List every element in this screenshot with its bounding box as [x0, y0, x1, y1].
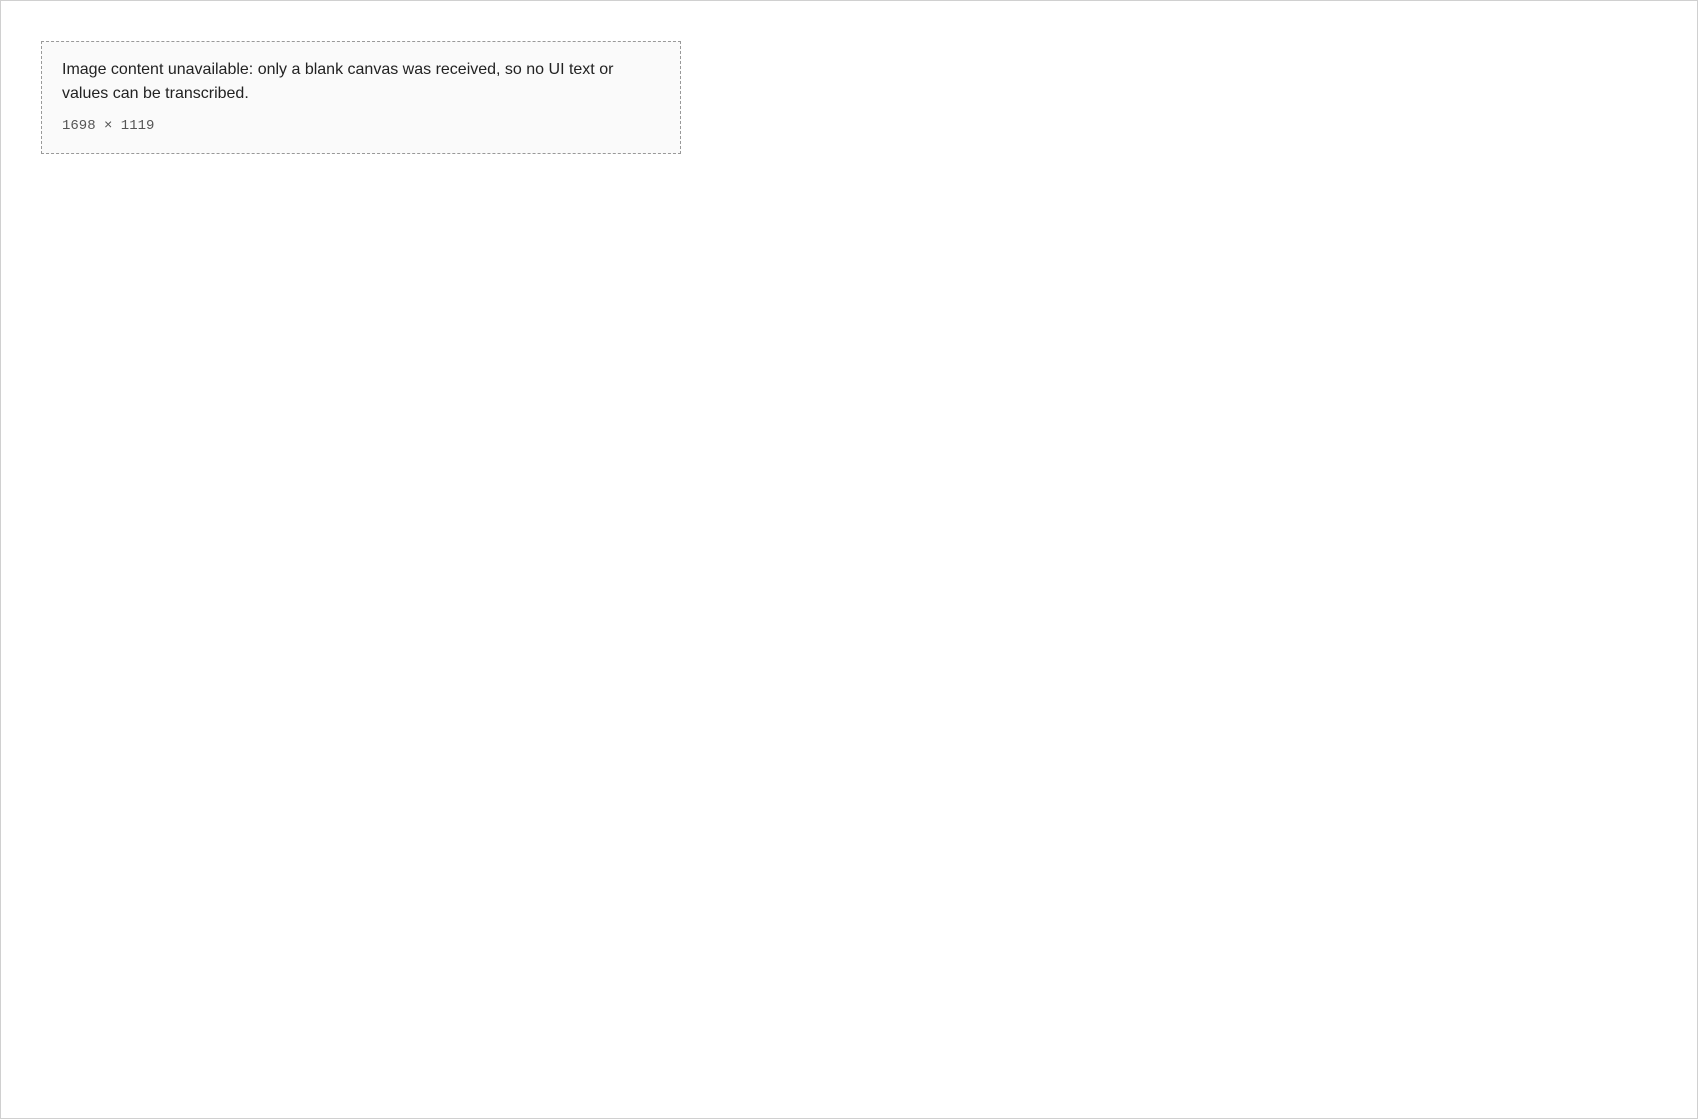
canvas-dimensions: 1698 × 1119	[62, 118, 155, 134]
notice-text: Image content unavailable: only a blank canvas was received, so no UI text or values can be transcribed.	[62, 61, 614, 102]
placeholder-notice	[41, 41, 681, 154]
